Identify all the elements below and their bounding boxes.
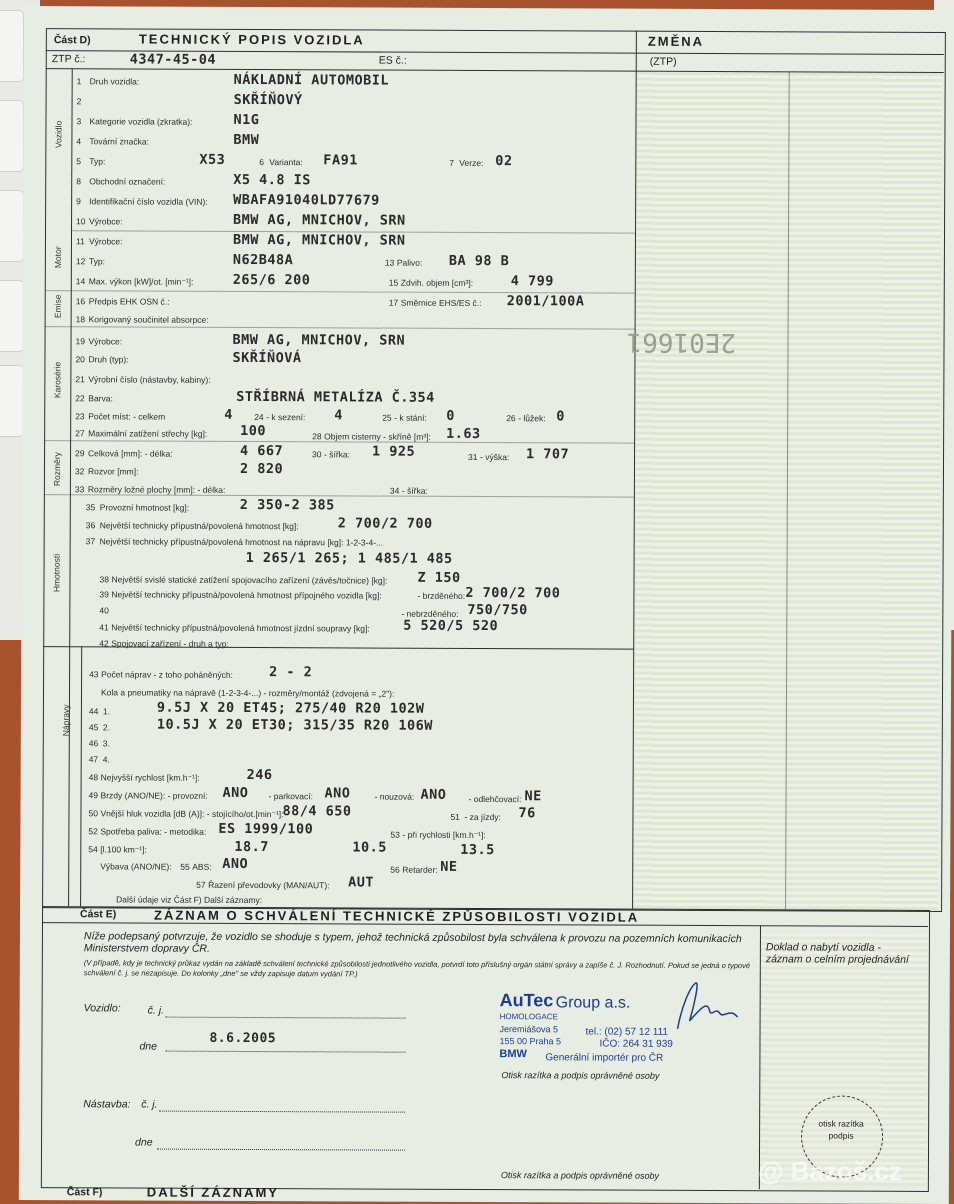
row-label: - k sezení:	[266, 412, 306, 423]
section-emise: Emise	[52, 294, 63, 319]
part-d-label: Část D)	[53, 34, 91, 47]
signature-icon	[659, 977, 749, 1047]
row-value: SKŘÍŇOVÁ	[232, 349, 302, 367]
part-f-label: Část F)	[66, 1186, 103, 1199]
row-label: Palivo:	[396, 257, 423, 268]
row-value: BMW AG, MNICHOV, SRN	[232, 231, 406, 249]
row-value: 2 350-2 385	[239, 496, 335, 514]
row-number: 35	[85, 502, 96, 513]
keyboard-key	[0, 365, 24, 437]
section-napravy: Nápravy	[60, 704, 71, 737]
row-number: 49	[88, 790, 99, 801]
row-number: 30	[312, 449, 322, 460]
row-value: BMW	[233, 131, 260, 149]
row-value: N62B48A	[232, 251, 294, 269]
row-number: 1	[76, 76, 82, 87]
row-number: 24	[254, 412, 264, 423]
row-number: 38	[99, 574, 109, 585]
row-label: Největší technicky přípustná/povolená hmotnost jízdní soupravy [kg]:	[111, 622, 370, 634]
row-label: Největší technicky přípustná/povolená hmotnost přípojného vozidla [kg]:	[111, 589, 382, 601]
section-hmotnosti: Hmotnosti	[51, 553, 62, 593]
row-number: 2	[76, 96, 82, 107]
row-label: Tovární značka:	[89, 136, 149, 147]
row-value: 2 - 2	[269, 664, 313, 681]
row-label: ABS:	[192, 861, 212, 872]
row-number: 20	[75, 354, 85, 365]
row-value: 1.63	[446, 425, 481, 442]
row-number: 12	[75, 256, 86, 267]
row-label: Spojovací zařízení - druh a typ:	[111, 638, 229, 649]
row-number: 22	[75, 393, 85, 404]
axle-index: 4.	[102, 754, 110, 765]
row-number: 47	[88, 754, 99, 765]
row-value: 0	[556, 408, 565, 425]
row-number: 15	[388, 277, 399, 288]
row-number: 10	[76, 216, 86, 227]
row-label: Výrobce:	[89, 216, 123, 227]
axle-index: 2.	[102, 722, 110, 733]
row-value: ANO	[324, 785, 351, 802]
row-label: Spotřeba paliva: - metodika:	[100, 826, 207, 837]
row-value: Z 150	[417, 569, 461, 586]
row-number: 45	[88, 722, 99, 733]
row-label: Barva:	[88, 393, 113, 404]
section-vozidlo: Vozidlo	[53, 120, 64, 149]
row-value: SKŘÍŇOVÝ	[233, 91, 303, 109]
row-number: 6	[259, 157, 265, 168]
row-number: 32	[74, 466, 85, 477]
row-label: Korigovaný součinitel absorpce:	[88, 314, 209, 325]
row-label: Vnější hluk vozidla [dB (A)]: - stojícího/ot.[min⁻¹]:	[100, 808, 284, 820]
row-sublabel: - brzděného:	[417, 590, 466, 601]
row-label: Retarder:	[402, 864, 438, 875]
row-label: Objem cisterny - skříně [m³]:	[324, 431, 431, 442]
row-value: 265/6 200	[232, 271, 311, 289]
row-number: 51	[450, 811, 460, 822]
faint-number: 2E01661	[626, 326, 737, 358]
row-value: FA91	[323, 152, 358, 169]
row-value: 750/750	[467, 601, 528, 619]
row-number: 53	[390, 829, 400, 840]
row-label: Kategorie vozidla (zkratka):	[89, 116, 193, 127]
stamp-company: AuTec	[499, 990, 554, 1011]
row-value: 4 799	[510, 273, 554, 290]
stamp-tel: tel.: (02) 57 12 111	[585, 1026, 669, 1038]
row-label: Výrobce:	[88, 236, 123, 247]
row-label: - lůžek:	[518, 413, 546, 424]
stamp-caption: Otisk razítka a podpis oprávněné osoby	[500, 1170, 660, 1181]
row-label: Druh vozidla:	[89, 76, 140, 87]
row-value: 1 265/1 265; 1 485/1 485	[245, 549, 453, 567]
row-label: Počet náprav - z toho poháněných:	[101, 669, 233, 680]
row-label: Varianta:	[269, 157, 303, 168]
row-value: NE	[524, 788, 542, 805]
row-value: 2 820	[239, 460, 284, 478]
row-number: 48	[88, 772, 99, 783]
row-number: 55	[180, 861, 190, 872]
row-number: 13	[384, 257, 395, 268]
date-label: dne	[139, 1040, 158, 1053]
row-label: Předpis EHK OSN č.:	[88, 296, 170, 307]
row-value: X53	[199, 151, 226, 168]
row-label: - parkovací:	[268, 791, 313, 802]
row-label: - odlehčovací:	[468, 793, 522, 805]
tyre-value: 9.5J X 20 ET45; 275/40 R20 102W	[156, 699, 425, 717]
row-number: 17	[388, 297, 399, 308]
row-label: Provozní hmotnost [kg]:	[99, 502, 190, 513]
row-label: Nejvyšší rychlost [km.h⁻¹]:	[100, 772, 200, 783]
row-label: Největší svislé statické zatížení spojovacího zařízení (závěs/točnice) [kg]:	[111, 574, 388, 586]
row-value: 4	[224, 406, 233, 423]
row-value: ANO	[420, 786, 447, 803]
row-value: 76	[518, 805, 536, 822]
row-number: 7	[449, 157, 455, 168]
row-value: BA 98 B	[448, 252, 510, 270]
watermark: @ Bazoš.cz	[758, 1156, 902, 1186]
row-number: 8	[76, 176, 81, 187]
row-value: BMW AG, MNICHOV, SRN	[232, 331, 406, 349]
customs-note: Doklad o nabytí vozidla - záznam o celním projednávání	[765, 941, 909, 966]
row-value: 5 520/5 520	[403, 617, 499, 635]
row-label: Zdvih. objem [cm³]:	[400, 277, 474, 288]
cj-label: č. j.	[141, 1098, 158, 1111]
row-value: 4 667	[240, 442, 284, 460]
row-label: Výrobní číslo (nástavby, kabiny):	[88, 374, 211, 385]
row-label: Řazení převodovky (MAN/AUT):	[208, 879, 330, 891]
tyre-value: 10.5J X 20 ET30; 315/35 R20 106W	[156, 716, 433, 734]
row-value: ANO	[222, 784, 249, 801]
row-label: Rozměry ložné plochy [mm]: - délka:	[87, 484, 226, 495]
part-e-label: Část E)	[80, 908, 117, 921]
row-value: X5 4.8 IS	[233, 171, 311, 189]
row-value: 1 925	[372, 443, 416, 460]
keyboard-key	[0, 100, 24, 172]
consumption-value: 10.5	[352, 839, 387, 856]
stamp-caption: Otisk razítka a podpis oprávněné osoby	[501, 1070, 660, 1081]
row-number: 26	[506, 413, 516, 424]
row-number: 25	[382, 412, 392, 423]
row-label: Další údaje viz Část F) Další záznamy:	[116, 894, 263, 906]
row-value: 0	[446, 407, 455, 424]
approval-text: Níže podepsaný potvrzuje, že vozidlo se shoduje s typem, jehož technická způsobilost byla schválena k provozu na pozemních komunikacích Ministerstvem dopravy ČR.	[83, 930, 742, 955]
row-label: [l.100 km⁻¹]:	[100, 844, 147, 855]
row-number: 46	[88, 738, 99, 749]
row-label: Maximální zatížení střechy [kg]:	[88, 428, 208, 439]
approval-date: 8.6.2005	[209, 1030, 277, 1047]
row-value: ES 1999/100	[218, 820, 314, 838]
row-number: 37	[85, 536, 96, 547]
row-number: 44	[88, 706, 99, 717]
keyboard-key	[0, 280, 24, 352]
row-label: Výbava (ANO/NE):	[100, 861, 172, 872]
part-f-title: DALŠÍ ZÁZNAMY	[146, 1184, 280, 1201]
change-title: ZMĚNA	[647, 33, 705, 49]
row-number: 42	[99, 638, 109, 649]
axle-index: 3.	[102, 738, 110, 749]
row-value: N1G	[233, 111, 260, 129]
vin-value: WBAFA91040LD77679	[233, 191, 380, 209]
row-label: Typ:	[89, 156, 106, 167]
stamp-group: Group a.s.	[555, 994, 631, 1012]
row-label: Brzdy (ANO/NE): - provozní:	[100, 790, 208, 801]
stamp-bmw: BMW	[499, 1048, 527, 1061]
consumption-value: 18.7	[234, 838, 269, 856]
ztp-label: ZTP č.:	[51, 53, 86, 66]
row-number: 34	[389, 485, 400, 496]
keyboard-key	[0, 190, 24, 262]
row-number: 27	[75, 428, 85, 439]
row-label: Největší technicky přípustná/povolená hmotnost [kg]:	[99, 520, 299, 532]
keyboard-key	[0, 10, 24, 82]
row-number: 40	[99, 605, 109, 616]
document-title: TECHNICKÝ POPIS VOZIDLA	[138, 31, 365, 48]
ztp-value: 4347-45-04	[129, 51, 217, 68]
stamp-ico: IČO: 264 31 939	[599, 1038, 673, 1050]
row-label: Výrobce:	[88, 336, 123, 347]
row-number: 33	[74, 484, 85, 495]
row-value: 02	[495, 153, 513, 170]
row-number: 41	[99, 622, 109, 633]
stamp-circle-text: otisk razítka podpis	[818, 1118, 864, 1141]
stamp-street: Jeremiášova 5	[499, 1024, 559, 1035]
row-value: 2 700/2 700	[465, 584, 561, 602]
row-value: AUT	[348, 874, 375, 891]
row-value: 4	[334, 407, 343, 424]
row-value: 2001/100A	[506, 293, 585, 310]
row-label: Kola a pneumatiky na nápravě (1-2-3-4-...) - rozměry/montáž (zdvojená = „2"):	[100, 687, 395, 699]
row-value: 246	[246, 766, 273, 784]
row-number: 9	[76, 196, 81, 207]
row-number: 18	[75, 314, 86, 325]
approval-note: (V případě, kdy je technický průkaz vydán na základě schválení technické způsobilosti jednotlivého vozidla, potvrdí toto příslušný orgán státní správy a zapíše č. J. Rozhodnutí. Pokud se jedná o typové schválení č. j. se nezapisuje. Do kolonky „dne" se vždy zapisuje datum vydání TP.)	[83, 958, 751, 979]
row-label: Celková [mm]: - délka:	[88, 448, 173, 459]
row-number: 4	[76, 136, 82, 147]
row-number: 3	[76, 116, 82, 127]
row-value: 88/4 650	[282, 803, 352, 820]
cj-label: č. j.	[147, 1004, 164, 1017]
row-label: - nouzová:	[374, 791, 415, 802]
row-number: 28	[312, 431, 322, 442]
color-value: STŘÍBRNÁ METALÍZA Č.354	[236, 388, 435, 406]
row-number: 31	[468, 451, 478, 462]
vehicle-document	[19, 6, 954, 1204]
row-label: Verze:	[459, 157, 484, 169]
row-number: 57	[196, 879, 206, 890]
row-label: - při rychlosti [km.h⁻¹]:	[402, 829, 486, 841]
stamp-importer: Generální importér pro ČR	[545, 1052, 664, 1064]
row-number: 43	[89, 669, 99, 680]
row-number: 11	[75, 236, 85, 247]
row-number: 52	[88, 826, 98, 837]
row-label: Druh (typ):	[88, 354, 129, 365]
row-value: 1 707	[526, 446, 570, 463]
row-number: 50	[88, 808, 98, 819]
row-value: 100	[240, 422, 267, 440]
section-karoserie: Karosérie	[52, 361, 63, 399]
row-number: 23	[75, 411, 85, 422]
row-number: 14	[75, 276, 86, 287]
row-value: BMW AG, MNICHOV, SRN	[233, 211, 406, 229]
axle-index: 1.	[102, 706, 111, 717]
row-value: NÁKLADNÍ AUTOMOBIL	[233, 71, 390, 89]
row-value: 2 700/2 700	[337, 515, 433, 532]
row-sublabel: - nebrzděného:	[401, 608, 459, 619]
stamp-homolog: HOMOLOGACE	[499, 1012, 558, 1022]
stamp-city: 155 00 Praha 5	[499, 1036, 562, 1047]
row-number: 5	[76, 156, 82, 167]
ztp-paren: (ZTP)	[649, 55, 677, 68]
row-label: - výška:	[480, 451, 510, 463]
vehicle-label: Vozidlo:	[83, 1002, 121, 1015]
row-label: - šířka:	[401, 485, 428, 496]
row-label: Počet míst: - celkem	[88, 411, 166, 422]
row-value: ANO	[222, 855, 249, 872]
es-label: ES č.:	[378, 54, 407, 67]
row-number: 29	[75, 448, 85, 459]
row-label: Největší technicky přípustná/povolená hmotnost na nápravu [kg]: 1-2-3-4-...	[99, 536, 384, 548]
row-number: 56	[390, 864, 400, 875]
row-number: 16	[75, 296, 86, 307]
row-label: - šířka:	[324, 449, 351, 460]
part-e-title: ZÁZNAM O SCHVÁLENÍ TECHNICKÉ ZPŮSOBILOSTI VOZIDLA	[154, 907, 640, 925]
row-label: - za jízdy:	[464, 811, 501, 823]
row-number: 54	[88, 844, 98, 855]
row-number: 21	[75, 374, 85, 385]
row-label: Typ:	[88, 256, 105, 267]
row-label: Obchodní označení:	[89, 176, 166, 187]
section-motor: Motor	[52, 246, 63, 269]
row-number: 36	[85, 520, 96, 531]
row-label: Max. výkon [kW]/ot. [min⁻¹]:	[88, 276, 194, 287]
body-label: Nástavba:	[83, 1098, 131, 1111]
section-rozmery: Rozměry	[51, 452, 63, 487]
row-number: 39	[99, 589, 109, 600]
row-label: - k stání:	[394, 412, 427, 423]
row-label: Rozvor [mm]:	[87, 466, 139, 477]
date-label: dne	[135, 1136, 153, 1149]
row-value: NE	[440, 858, 458, 875]
row-number: 19	[75, 336, 86, 347]
row-label: Směrnice EHS/ES č.:	[400, 297, 482, 308]
row-label: Identifikační číslo vozidla (VIN):	[89, 196, 208, 207]
consumption-value: 13.5	[460, 841, 495, 859]
